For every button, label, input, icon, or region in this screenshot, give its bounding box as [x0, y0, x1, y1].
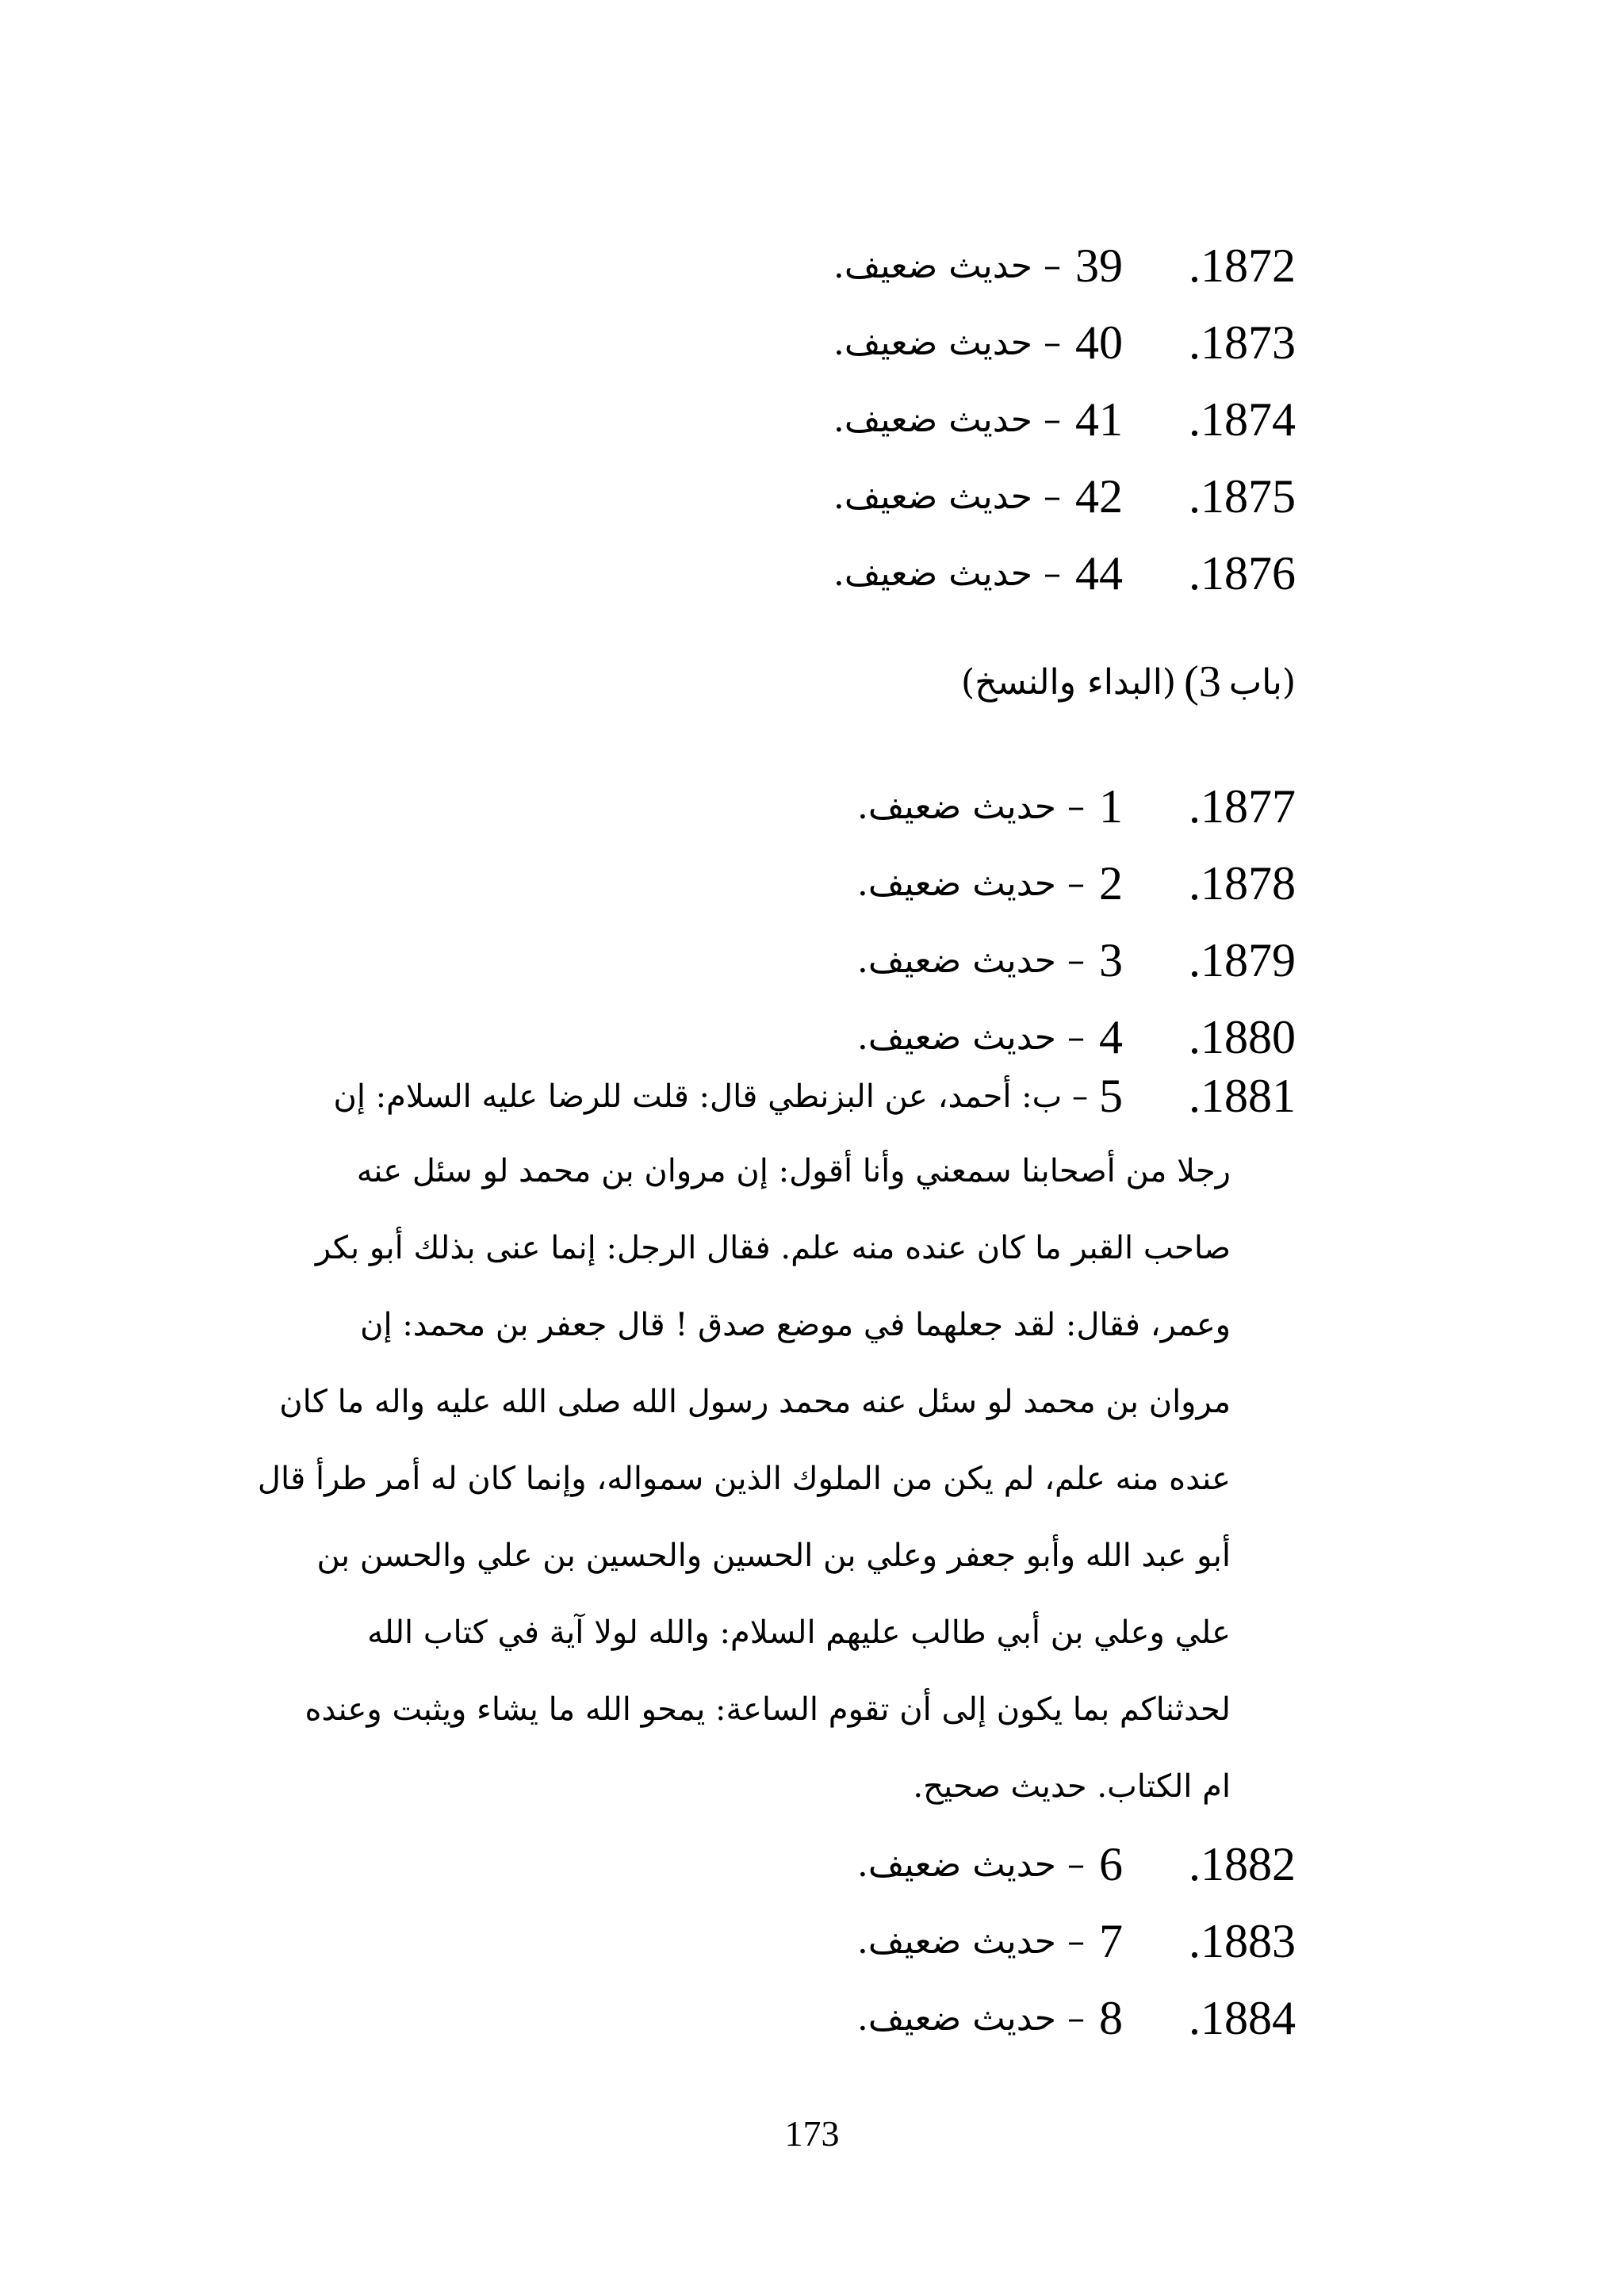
hadith-entry [857, 1905, 1296, 1977]
hadith-entry [857, 1829, 1296, 1900]
entry-number: 1880. [1189, 1010, 1296, 1063]
entry-subnumber: 7 [1099, 1914, 1123, 1967]
entry-text-line: ام الكتاب. حديث صحيح. [913, 1768, 1231, 1805]
entry-number: 1884. [1189, 1991, 1296, 2044]
hadith-entry [857, 848, 1296, 919]
entry-number: 1874. [1189, 393, 1296, 446]
entry-text: – حديث ضعيف. [856, 1017, 1085, 1058]
hadith-entry [857, 925, 1296, 996]
hadith-entry [857, 771, 1296, 842]
entry-text-line: أبو عبد الله وأبو جعفر وعلي بن الحسين والحسين بن علي والحسن بن [316, 1538, 1231, 1574]
hadith-entry [857, 1982, 1296, 2054]
entry-text: – حديث ضعيف. [856, 863, 1085, 904]
entry-subnumber: 39 [1075, 239, 1123, 292]
entry-text: – حديث ضعيف. [833, 553, 1061, 594]
entry-text-line: لحدثناكم بما يكون إلى أن تقوم الساعة: يمحو الله ما يشاء ويثبت وعنده [304, 1691, 1231, 1728]
entry-text: – حديث ضعيف. [856, 940, 1085, 981]
entry-text: – حديث ضعيف. [833, 476, 1061, 517]
entry-text-first-line: – ب: أحمد، عن البزنطي قال: قلت للرضا عليه السلام: إن [333, 1078, 1088, 1115]
entry-subnumber: 6 [1099, 1837, 1123, 1890]
entry-subnumber: 5 [1099, 1070, 1123, 1122]
entry-subnumber: 1 [1099, 779, 1123, 833]
hadith-entry-long [317, 1069, 1296, 1124]
heading-chapter-number: 3) [1184, 657, 1221, 707]
entry-text-line: مروان بن محمد لو سئل عنه محمد رسول الله صلى الله عليه واله ما كان [279, 1384, 1231, 1420]
hadith-entry [833, 384, 1296, 455]
entry-subnumber: 42 [1075, 469, 1123, 523]
entry-subnumber: 8 [1099, 1991, 1123, 2044]
entry-text: – حديث ضعيف. [856, 1921, 1085, 1962]
hadith-entry [857, 1001, 1296, 1073]
heading-chapter-word: (باب [1228, 661, 1296, 703]
entry-text-line: صاحب القبر ما كان عنده منه علم. فقال الرجل: إنما عنى بذلك أبو بكر [315, 1230, 1231, 1266]
page-number: 173 [784, 2113, 840, 2154]
entry-subnumber: 2 [1099, 856, 1123, 910]
entry-text-line: عنده منه علم، لم يكن من الملوك الذين سمواله، وإنما كان له أمر طرأ قال [257, 1461, 1231, 1497]
entry-text: – حديث ضعيف. [856, 1844, 1085, 1885]
entry-subnumber: 40 [1075, 316, 1123, 369]
entry-subnumber: 41 [1075, 393, 1123, 446]
hadith-entry [833, 461, 1296, 532]
hadith-entry [833, 538, 1296, 609]
entry-text: – حديث ضعيف. [833, 399, 1061, 440]
entry-text-line: رجلا من أصحابنا سمعني وأنا أقول: إن مروان بن محمد لو سئل عنه [356, 1153, 1231, 1189]
entry-text: – حديث ضعيف. [833, 322, 1061, 363]
entry-text: – حديث ضعيف. [833, 245, 1061, 286]
entry-number: 1883. [1189, 1914, 1296, 1967]
entry-number: 1881. [1189, 1070, 1296, 1122]
entry-subnumber: 44 [1075, 546, 1123, 599]
entry-number: 1875. [1189, 469, 1296, 523]
entry-number: 1873. [1189, 316, 1296, 369]
hadith-entry [833, 230, 1296, 301]
entry-text-line: وعمر، فقال: لقد جعلهما في موضع صدق ! قال جعفر بن محمد: إن [360, 1307, 1231, 1343]
entry-number: 1876. [1189, 546, 1296, 599]
heading-chapter-title: (البداء والنسخ) [961, 661, 1177, 703]
entry-subnumber: 3 [1099, 933, 1123, 986]
section-heading [961, 657, 1296, 707]
entry-number: 1879. [1189, 933, 1296, 986]
entry-number: 1872. [1189, 239, 1296, 292]
entry-number: 1882. [1189, 1837, 1296, 1890]
entry-subnumber: 4 [1099, 1010, 1123, 1063]
entry-number: 1877. [1189, 779, 1296, 833]
entry-text: – حديث ضعيف. [856, 1997, 1085, 2039]
entry-text: – حديث ضعيف. [856, 786, 1085, 827]
entry-text-line: علي وعلي بن أبي طالب عليهم السلام: والله لولا آية في كتاب الله [367, 1614, 1231, 1651]
entry-number: 1878. [1189, 856, 1296, 910]
hadith-entry [833, 307, 1296, 378]
